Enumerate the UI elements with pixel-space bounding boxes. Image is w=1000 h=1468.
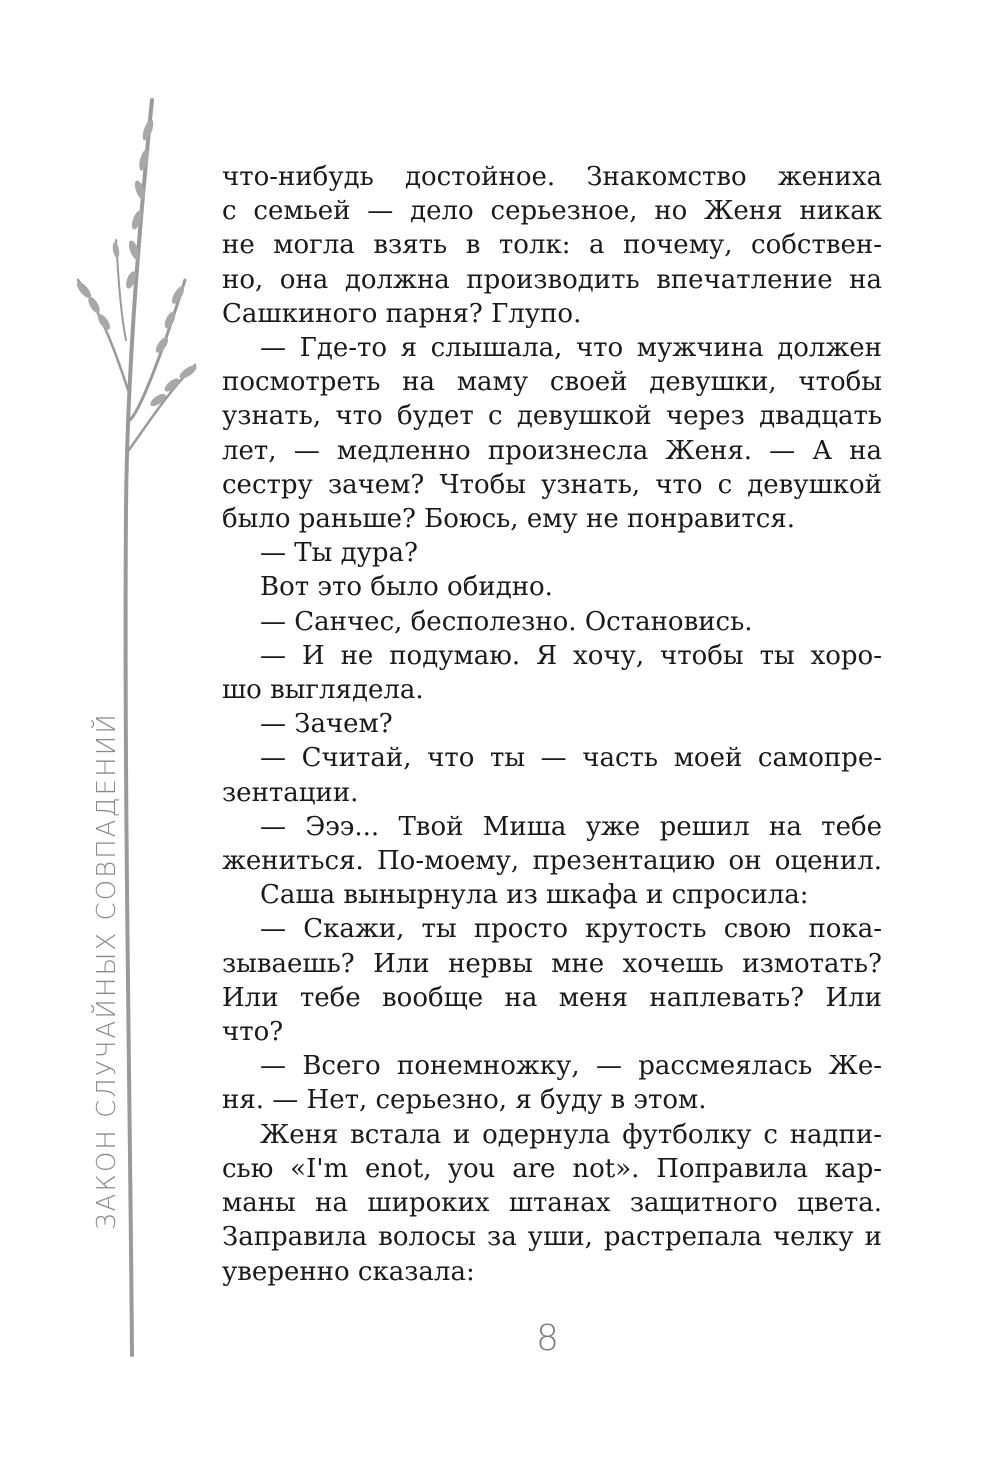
text-line: не могла взять в толк: а почему, собствен-	[222, 230, 882, 261]
page-number: 8	[536, 1318, 559, 1359]
text-line: Саша вынырнула из шкафа и спросила:	[260, 880, 809, 911]
text-line: зентации.	[222, 777, 359, 808]
text-line: шо выглядела.	[222, 675, 424, 706]
text-line: зываешь? Или нервы мне хочешь измотать?	[222, 948, 882, 979]
text-line: сью «I'm enot, you are not». Поправила кар-	[222, 1153, 882, 1184]
text-line: лет, — медленно произнесла Женя. — А на	[222, 435, 882, 466]
book-title-vertical: ЗАКОН СЛУЧАЙНЫХ СОВПАДЕНИЙ	[92, 712, 122, 1230]
text-line: Женя встала и одернула футболку с надпи-	[260, 1119, 882, 1150]
text-line: но, она должна производить впечатление на	[222, 264, 882, 295]
text-line: Вот это было обидно.	[260, 572, 553, 603]
text-line: Или тебе вообще на меня наплевать? Или	[222, 982, 882, 1013]
body-text	[222, 160, 882, 1289]
text-line: — Скажи, ты просто крутость свою пока-	[260, 914, 882, 945]
text-line: было раньше? Боюсь, ему не понравится.	[222, 504, 796, 535]
text-line: Заправила волосы за уши, растрепала челку и	[222, 1222, 882, 1253]
text-line: — Зачем?	[260, 709, 393, 740]
text-line: с семьей — дело серьезное, но Женя никак	[222, 196, 882, 227]
text-line: жениться. По-моему, презентацию он оценил.	[222, 846, 882, 877]
text-line: что-нибудь достойное. Знакомство жениха	[222, 162, 882, 192]
text-line: Сашкиного парня? Глупо.	[222, 298, 582, 329]
text-line: — Считай, что ты — часть моей самопре-	[260, 743, 882, 774]
text-line: — Всего понемножку, — рассмеялась Же-	[260, 1051, 882, 1082]
text-line: что?	[222, 1017, 284, 1048]
text-line: — Где-то я слышала, что мужчина должен	[260, 333, 882, 364]
grass-stem-decoration	[60, 90, 210, 1360]
text-line: узнать, что будет с девушкой через двадцать	[222, 401, 882, 432]
text-line: ня. — Нет, серьезно, я буду в этом.	[222, 1085, 707, 1116]
text-line: — И не подумаю. Я хочу, чтобы ты хоро-	[260, 640, 882, 671]
text-line: — Санчес, бесполезно. Остановись.	[260, 606, 753, 637]
text-line: — Ты дура?	[260, 538, 418, 569]
text-line: сестру зачем? Чтобы узнать, что с девушкой	[222, 469, 882, 500]
text-line: маны на широких штанах защитного цвета.	[222, 1188, 882, 1219]
text-line: посмотреть на маму своей девушки, чтобы	[222, 367, 882, 398]
text-line: уверенно сказала:	[222, 1256, 475, 1287]
text-line: — Эээ... Твой Миша уже решил на тебе	[260, 811, 882, 842]
